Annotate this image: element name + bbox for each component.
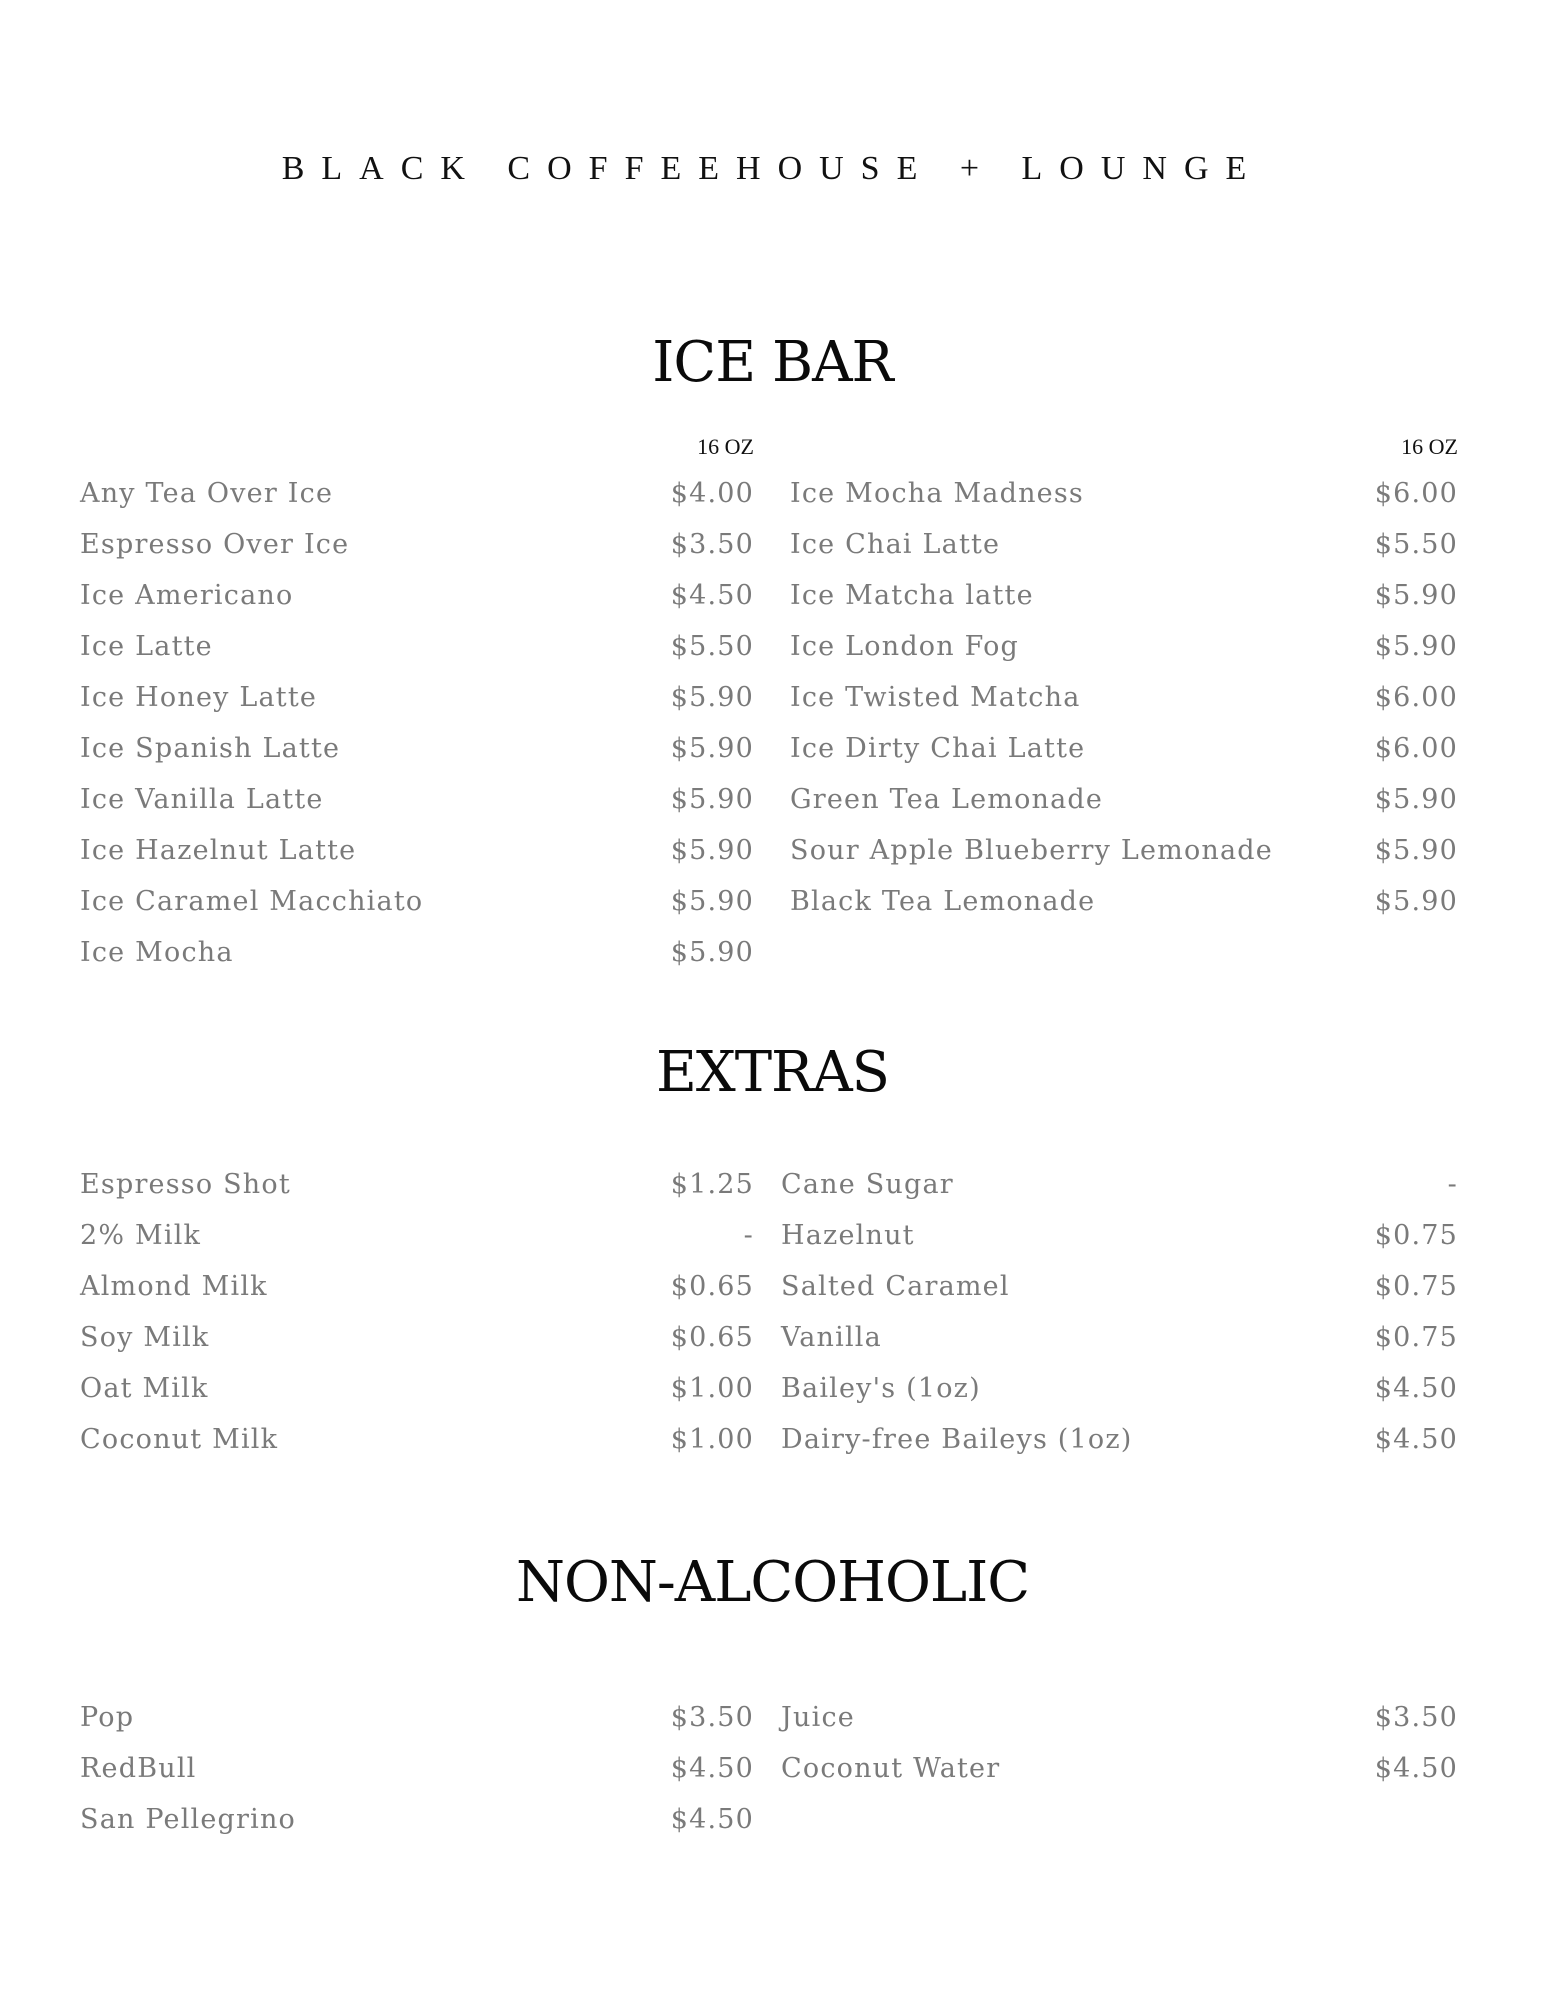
menu-item-name: Ice Caramel Macchiato [80,886,424,917]
menu-item-price: $5.90 [670,835,754,866]
menu-item [790,468,1458,519]
menu-item-price: $5.90 [670,733,754,764]
menu-item-name: Sour Apple Blueberry Lemonade [790,835,1273,866]
menu-item-price: $4.50 [1374,1753,1458,1784]
menu-item [80,570,754,621]
menu-item-name: Cane Sugar [781,1169,954,1200]
menu-item-price: $1.25 [670,1169,754,1200]
menu-item-name: Ice Mocha Madness [790,478,1084,509]
menu-item [790,774,1458,825]
menu-item [80,723,754,774]
menu-item-price: $4.50 [670,1753,754,1784]
menu-item-name: Almond Milk [80,1271,268,1302]
menu-item-name: Espresso Shot [80,1169,291,1200]
menu-item [80,1312,754,1363]
menu-item [80,1692,754,1743]
menu-item-price: $4.50 [670,580,754,611]
menu-item-price: $0.65 [670,1271,754,1302]
menu-item [790,876,1458,927]
menu-item-name: Ice Twisted Matcha [790,682,1081,713]
ice-bar-left-column [80,430,754,978]
menu-item-price: $5.90 [1374,784,1458,815]
menu-item-name: Salted Caramel [781,1271,1010,1302]
menu-item-price: $1.00 [670,1424,754,1455]
menu-item-price: - [1447,1169,1458,1200]
menu-item-price: $6.00 [1374,478,1458,509]
ice-bar-right-column [790,430,1458,927]
size-label: 16 OZ [697,434,754,459]
menu-item-name: Ice Honey Latte [80,682,318,713]
menu-item [781,1210,1458,1261]
menu-item [80,774,754,825]
menu-item-name: Bailey's (1oz) [781,1373,981,1404]
menu-item-name: Green Tea Lemonade [790,784,1104,815]
menu-item-name: Espresso Over Ice [80,529,350,560]
menu-item [80,927,754,978]
menu-item [80,1261,754,1312]
menu-item-name: Vanilla [781,1322,882,1353]
menu-item-price: $5.50 [670,631,754,662]
menu-item [781,1261,1458,1312]
menu-item-name: Ice Latte [80,631,213,662]
menu-item [80,621,754,672]
menu-item-name: Soy Milk [80,1322,210,1353]
menu-item-price: $5.50 [1374,529,1458,560]
menu-item-name: Ice Vanilla Latte [80,784,324,815]
menu-item [790,672,1458,723]
menu-item-price: - [743,1220,754,1251]
menu-item-name: Pop [80,1702,135,1733]
menu-item-name: Ice Spanish Latte [80,733,341,764]
menu-item-price: $4.50 [670,1804,754,1835]
menu-item-name: Coconut Milk [80,1424,279,1455]
extras-left-column [80,1159,754,1465]
menu-item-price: $4.50 [1374,1424,1458,1455]
menu-item-price: $5.90 [1374,631,1458,662]
menu-item [781,1414,1458,1465]
menu-item-price: $3.50 [670,529,754,560]
menu-item [790,825,1458,876]
menu-item [80,1743,754,1794]
menu-item [781,1159,1458,1210]
menu-item-name: Oat Milk [80,1373,209,1404]
menu-item-price: $5.90 [670,784,754,815]
menu-item [790,621,1458,672]
menu-item [781,1692,1458,1743]
menu-item [80,825,754,876]
menu-item-name: San Pellegrino [80,1804,297,1835]
menu-item [80,672,754,723]
menu-item-price: $3.50 [670,1702,754,1733]
menu-item-price: $5.90 [1374,580,1458,611]
menu-item [790,570,1458,621]
menu-item [781,1312,1458,1363]
menu-item-price: $6.00 [1374,733,1458,764]
menu-item-price: $3.50 [1374,1702,1458,1733]
menu-item [781,1363,1458,1414]
size-label: 16 OZ [1401,434,1458,459]
menu-item-price: $0.75 [1374,1271,1458,1302]
non-alcoholic-left-column [80,1692,754,1845]
menu-item [80,1363,754,1414]
menu-item-price: $1.00 [670,1373,754,1404]
menu-item [790,723,1458,774]
menu-item-name: Juice [781,1702,855,1733]
menu-item [80,1794,754,1845]
section-title-extras: EXTRAS [655,1040,890,1105]
menu-item-name: RedBull [80,1753,197,1784]
menu-item-price: $4.50 [1374,1373,1458,1404]
menu-item-price: $5.90 [670,682,754,713]
menu-item-name: Coconut Water [781,1753,1001,1784]
menu-item-price: $5.90 [670,886,754,917]
section-title-ice-bar: ICE BAR [652,330,893,395]
menu-item-name: Black Tea Lemonade [790,886,1096,917]
menu-item-price: $5.90 [670,937,754,968]
menu-item-name: Ice Chai Latte [790,529,1001,560]
menu-item [80,1210,754,1261]
non-alcoholic-right-column [781,1692,1458,1794]
menu-item [80,519,754,570]
menu-item-name: 2% Milk [80,1220,202,1251]
menu-item [781,1743,1458,1794]
menu-item-price: $5.90 [1374,886,1458,917]
menu-item-price: $4.00 [670,478,754,509]
menu-item [80,1159,754,1210]
menu-item-price: $6.00 [1374,682,1458,713]
menu-item-name: Hazelnut [781,1220,915,1251]
brand-header: BLACK COFFEEHOUSE + LOUNGE [281,150,1264,187]
section-title-non-alcoholic: NON-ALCOHOLIC [515,1550,1030,1615]
menu-item-price: $0.65 [670,1322,754,1353]
menu-item-name: Ice Matcha latte [790,580,1034,611]
menu-item-price: $5.90 [1374,835,1458,866]
menu-item-name: Ice Dirty Chai Latte [790,733,1086,764]
menu-item-name: Ice Hazelnut Latte [80,835,357,866]
menu-item-price: $0.75 [1374,1220,1458,1251]
menu-item-name: Dairy-free Baileys (1oz) [781,1424,1133,1455]
menu-item-name: Ice Americano [80,580,294,611]
menu-item [80,876,754,927]
menu-item-name: Ice London Fog [790,631,1020,662]
extras-right-column [781,1159,1458,1465]
menu-item-name: Ice Mocha [80,937,234,968]
menu-item-price: $0.75 [1374,1322,1458,1353]
menu-item [80,468,754,519]
menu-item-name: Any Tea Over Ice [80,478,334,509]
menu-item [790,519,1458,570]
menu-item [80,1414,754,1465]
